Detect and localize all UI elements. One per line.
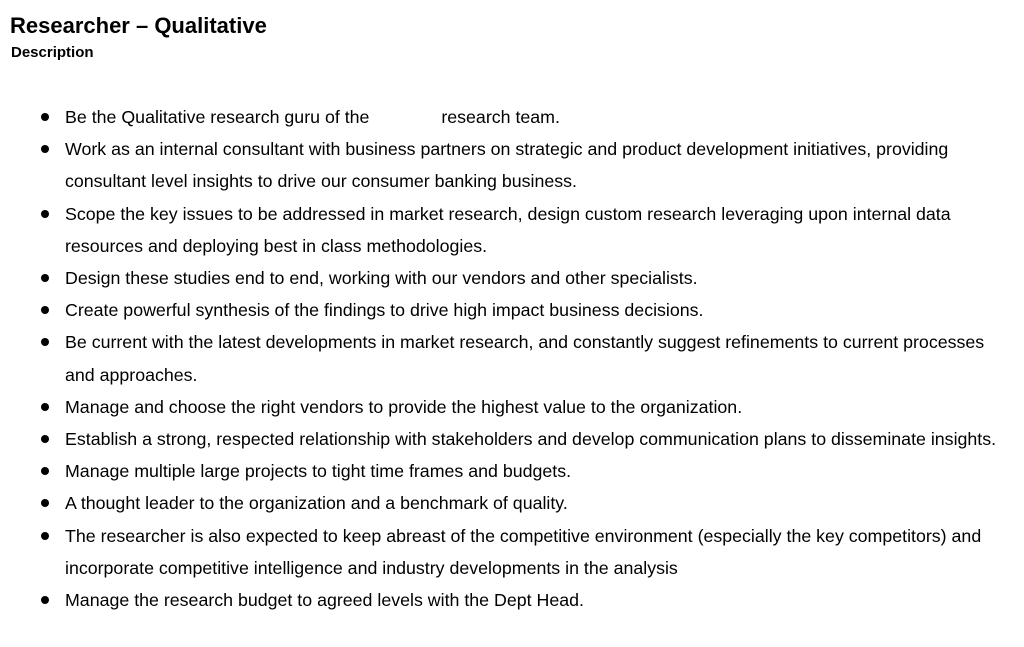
list-item [0,294,1024,326]
list-item-text: The researcher is also expected to keep abreast of the competitive environment (especially the key competitors) and incorporate competitive intelligence and industry developments in the analysis [65,525,982,578]
list-item-text: Work as an internal consultant with business partners on strategic and product development initiatives, providing consultant level insights to drive our consumer banking business. [65,139,949,192]
list-item-text: A thought leader to the organization and a benchmark of quality. [65,493,568,514]
bullet-icon [41,274,49,282]
bullet-icon [41,145,49,153]
list-item [0,520,1024,584]
list-item [0,455,1024,487]
list-item-text: Design these studies end to end, working with our vendors and other specialists. [65,268,698,289]
bullet-icon [41,499,49,507]
list-item [0,391,1024,423]
list-item [0,133,1024,197]
list-item [0,262,1024,294]
list-item-text: Manage multiple large projects to tight time frames and budgets. [65,461,572,482]
list-item [0,423,1024,455]
list-item-text: Manage the research budget to agreed levels with the Dept Head. [65,590,584,611]
bullet-icon [41,435,49,443]
bullet-icon [41,306,49,314]
list-item [0,326,1024,390]
bullet-icon [41,113,49,121]
responsibilities-list [0,101,1024,616]
bullet-icon [41,532,49,540]
bullet-icon [41,338,49,346]
list-item-text-end: research team. [441,107,560,127]
list-item-text: Manage and choose the right vendors to provide the highest value to the organization. [65,396,743,417]
list-item-text: Scope the key issues to be addressed in market research, design custom research leveraging upon internal data resources and deploying best in class methodologies. [65,203,951,256]
list-item [0,487,1024,519]
bullet-icon [41,210,49,218]
list-item [0,198,1024,262]
bullet-icon [41,596,49,604]
list-item [0,101,1024,133]
description-heading: Description [11,44,94,61]
list-item-text: Establish a strong, respected relationship with stakeholders and develop communication plans to disseminate insights. [65,429,997,450]
bullet-icon [41,467,49,475]
list-item-text: Create powerful synthesis of the findings to drive high impact business decisions. [65,300,704,321]
bullet-icon [41,403,49,411]
list-item-text: Be current with the latest developments in market research, and constantly suggest refinements to current processes and approaches. [65,332,985,385]
job-title: Researcher – Qualitative [10,13,267,38]
list-item-text-start: Be the Qualitative research guru of the [65,107,370,127]
list-item [0,584,1024,616]
